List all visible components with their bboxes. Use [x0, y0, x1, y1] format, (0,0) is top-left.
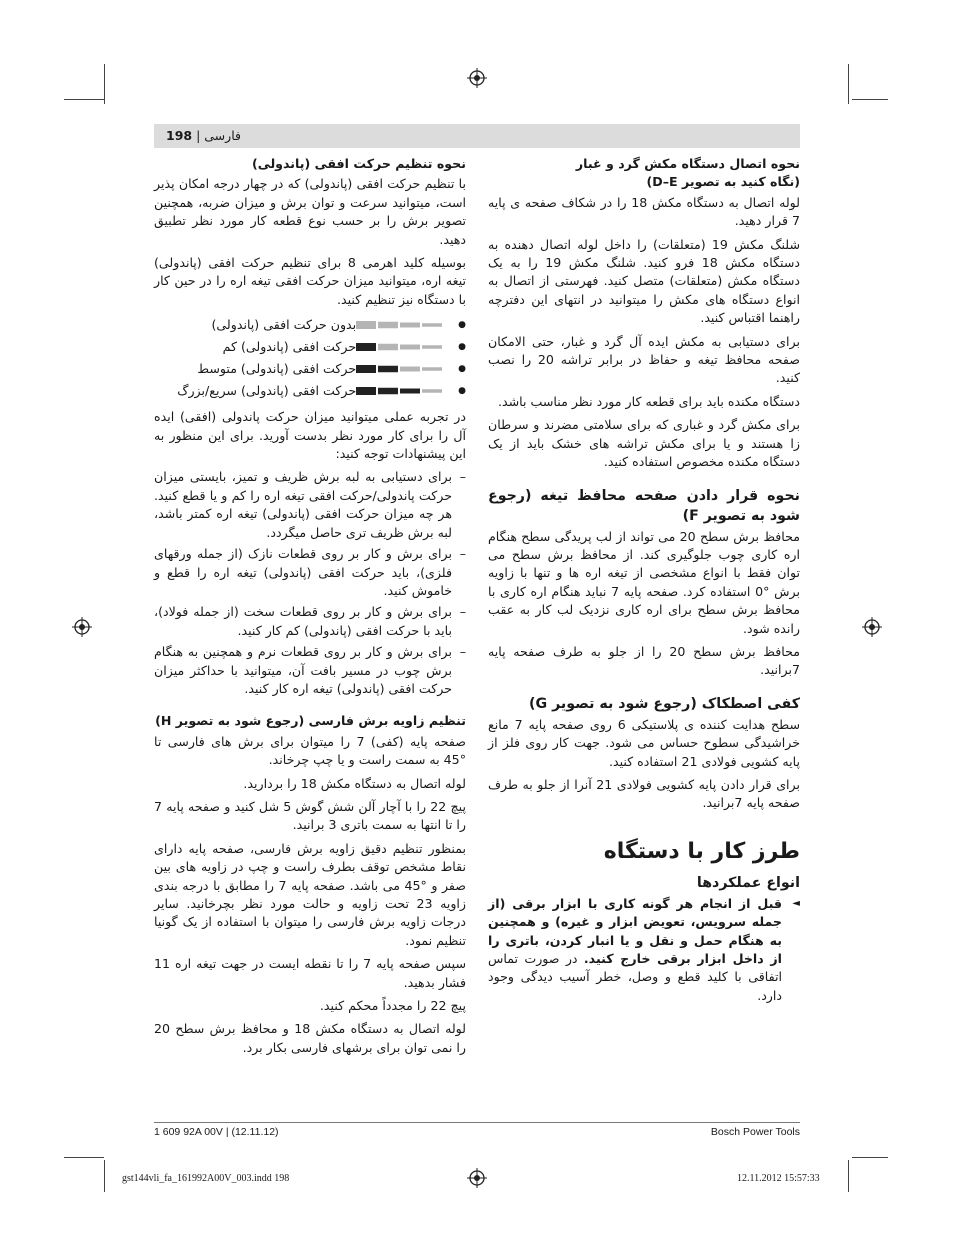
- list-item: – برای دستیابی به لبه برش ظریف و تمیز، بایستی میزان حرکت پاندولی/حرکت افقی تیغه اره را کم و یا قطع کنید. هر چه میزان حرکت افقی (پاندولی) تیغه اره کمتر باشد، لبه برش ظریف تری حاصل میگردد.: [154, 468, 466, 542]
- crop-mark: [64, 1157, 104, 1158]
- pendulum-segment: [378, 344, 398, 351]
- warning-bold-text: قبل از انجام هر گونه کاری با ابزار برقی (از جمله سرویس، تعویض ابزار و غیره) و همچنین به هنگام حمل و نقل و یا انبار کردن، باتری را از داخل ابزار برقی خارج کنید.: [488, 895, 782, 966]
- paragraph: برای قرار دادن پایه کشویی فولادی 21 آنرا از جلو به طرف صفحه پایه 7برانید.: [488, 776, 801, 811]
- bevel-heading: تنظیم زاویه برش فارسی (رجوع شود به تصویر H): [155, 713, 466, 729]
- paragraph: بمنظور تنظیم دقیق زاویه برش فارسی، صفحه پایه دارای نقاط مشخص توقف بطرف راست و چپ در زاویه های بین صفر و °45 می باشد. صفحه پایه 7 را مطابق با درجه بندی زاویه 23 تحت زاویه و حالت مورد نظر بچرخانید. سایر درجات زاویه برش فارسی را میتوان با استفاده از یک گونیا تنظیم نمود.: [154, 840, 466, 948]
- page-number: 198: [166, 128, 193, 143]
- pendulum-segment: [422, 390, 442, 394]
- pendulum-segment: [378, 388, 398, 395]
- paragraph: لوله اتصال به دستگاه مکش 18 را بردارید.: [243, 775, 466, 791]
- pendulum-level-2-icon: [356, 364, 444, 374]
- page-header: [154, 124, 800, 148]
- pendulum-segment: [356, 387, 376, 395]
- paragraph: صفحه پایه (کفی) 7 را میتوان برای برش های فارسی تا °45 به سمت راست و یا چپ چرخاند.: [154, 733, 466, 768]
- pendulum-segment: [378, 322, 398, 329]
- pendulum-segment: [356, 365, 376, 373]
- pendulum-level-item: [154, 314, 466, 336]
- crop-mark: [104, 1160, 105, 1192]
- pendulum-segment: [400, 367, 420, 372]
- footer-rule: [154, 1122, 800, 1123]
- paragraph: پیچ 22 را با آچار آلن شش گوش 5 شل کنید و صفحه پایه 7 را تا انتها به سمت باتری 3 برانید.: [154, 798, 466, 833]
- list-item: – برای برش و کار بر روی قطعات نازک (از جمله ورقهای فلزی)، باید حرکت افقی (پاندولی) تیغه اره را قطع و خاموش کنید.: [154, 545, 466, 600]
- pendulum-level-label: بدون حرکت افقی (پاندولی): [211, 317, 357, 333]
- chip-guard-heading: نحوه قرار دادن صفحه محافظ تیغه (رجوع شود به تصویر F): [488, 487, 800, 524]
- paragraph: سطح هدایت کننده ی پلاستیکی 6 روی صفحه پایه 7 مانع خراشیدگی سطوح حساس می شود. جهت کار روی فلز از پایه کشویی فولادی 21 استفاده کنید.: [488, 716, 801, 769]
- paragraph: برای دستیابی به مکش ایده آل گرد و غبار، حتی الامکان صفحه محافظ تیغه و حفاظ در برابر تراشه 20 را نصب کنید.: [488, 333, 800, 386]
- footer-doc-number: 1 609 92A 00V | (12.11.12): [154, 1126, 279, 1138]
- registration-mark-icon: [862, 617, 882, 637]
- registration-mark-icon: [72, 617, 92, 637]
- paragraph: پیچ 22 را مجدداً محکم کنید.: [319, 998, 466, 1014]
- level-dot-icon: ●: [458, 320, 466, 331]
- paragraph: در تجربه عملی میتوانید میزان حرکت پاندولی (افقی) ایده آل را برای کار مورد نظر بدست آورید. برای این منظور به این پیشنهادات توجه کنید:: [154, 409, 466, 462]
- pendulum-level-item: [154, 380, 466, 402]
- slug-file: gst144vli_fa_161992A00V_003.indd 198: [122, 1173, 290, 1184]
- pendulum-segment: [378, 366, 398, 373]
- crop-mark: [852, 99, 888, 100]
- paragraph: سپس صفحه پایه 7 را تا نقطه ایست در جهت تیغه اره 11 فشار بدهید.: [154, 956, 466, 990]
- paragraph: لوله اتصال به دستگاه مکش 18 و محافظ برش سطح 20 را نمی توان برای برشهای فارسی بکار برد.: [154, 1021, 466, 1055]
- pendulum-level-item: [154, 336, 466, 358]
- pendulum-segment: [422, 324, 442, 328]
- dust-extraction-heading: نحوه اتصال دستگاه مکش گرد و غبار (نگاه کنید به تصویر D–E): [575, 156, 800, 190]
- sliding-shoe-heading: کفی اصطکاک (رجوع شود به تصویر G): [529, 695, 800, 712]
- warning-triangle-icon: ◄: [792, 897, 800, 909]
- crop-mark: [848, 64, 849, 104]
- crop-mark: [848, 1160, 849, 1192]
- level-dot-icon: ●: [458, 386, 466, 397]
- pendulum-segment: [400, 389, 420, 394]
- operation-title: طرز کار با دستگاه: [603, 838, 800, 864]
- pendulum-heading: نحوه تنظیم حرکت افقی (پاندولی): [251, 156, 466, 171]
- paragraph: بوسیله کلید اهرمی 8 برای تنظیم حرکت افقی (پاندولی) تیغه اره، میتوانید میزان حرکت افقی تیغه اره را در حین کار با دستگاه نیز تنظیم کنید.: [154, 255, 466, 307]
- paragraph: دستگاه مکنده باید برای قطعه کار مورد نظر مناسب باشد.: [498, 393, 800, 409]
- registration-mark-icon: [467, 68, 487, 88]
- safety-warning: [488, 895, 800, 1005]
- registration-mark-icon: [467, 1168, 487, 1188]
- paragraph: لوله اتصال به دستگاه مکش 18 را در شکاف صفحه ی پایه 7 قرار دهید.: [488, 194, 800, 229]
- header-language: فارسی: [204, 128, 241, 143]
- paragraph: برای مکش گرد و غباری که برای سلامتی مضرند و سرطان زا هستند و یا برای مکش تراشه های خشک باید از یک دستگاه مکنده مخصوص استفاده کنید.: [488, 417, 800, 470]
- pendulum-level-1-icon: [356, 342, 444, 352]
- page-header-label: فارسی | 198: [166, 128, 241, 143]
- pendulum-level-item: [154, 358, 466, 380]
- slug-datetime: 12.11.2012 15:57:33: [737, 1173, 820, 1184]
- level-dot-icon: ●: [458, 364, 466, 375]
- list-item: – برای برش و کار بر روی قطعات سخت (از جمله فولاد)، باید با حرکت افقی (پاندولی) کم کار کنید.: [154, 603, 466, 640]
- right-column: [488, 155, 800, 1010]
- crop-mark: [64, 99, 104, 100]
- pendulum-tips: [154, 468, 466, 698]
- pendulum-segment: [422, 346, 442, 350]
- pendulum-levels: [154, 314, 466, 402]
- pendulum-segment: [400, 323, 420, 328]
- warning-text: در صورت تماس اتفاقی با کلید قطع و وصل، خطر آسیب دیدگی وجود دارد.: [488, 951, 782, 1003]
- footer-brand: Bosch Power Tools: [710, 1126, 800, 1138]
- pendulum-level-0-icon: [356, 320, 444, 330]
- left-column: [154, 155, 466, 1062]
- pendulum-segment: [356, 343, 376, 351]
- paragraph: شلنگ مکش 19 (متعلقات) را داخل لوله اتصال دهنده به دستگاه مکش 18 فرو کنید. شلنگ مکش 19 را به یک دستگاه مکش (متعلقات) متصل کنید. فهرستی از اتصال به انواع دستگاه های مکش را میتوانید در انتهای این دفترچه راهنما اقتباس کنید.: [488, 236, 800, 326]
- pendulum-level-label: حرکت افقی (پاندولی) کم: [222, 339, 357, 355]
- pendulum-segment: [422, 368, 442, 372]
- paragraph: با تنظیم حرکت افقی (پاندولی) که در چهار درجه امکان پذیر است، میتوانید سرعت و توان برش و میزان ضربه، همچنین تصویر برش را بر حسب نوع قطعه کار مورد نظر تطبیق دهید.: [154, 176, 466, 247]
- paragraph: محافظ برش سطح 20 را از جلو به طرف صفحه پایه 7برانید.: [488, 643, 800, 678]
- pendulum-level-label: حرکت افقی (پاندولی) متوسط: [197, 361, 357, 377]
- pendulum-segment: [356, 321, 376, 329]
- crop-mark: [104, 64, 105, 104]
- pendulum-level-label: حرکت افقی (پاندولی) سریع/بزرگ: [177, 383, 357, 399]
- operating-modes-heading: انواع عملکردها: [696, 874, 800, 891]
- level-dot-icon: ●: [458, 342, 466, 353]
- list-item: – برای برش و کار بر روی قطعات نرم و همچنین به هنگام برش چوب در مسیر بافت آن، میتوانید با حداکثر میزان حرکت افقی (پاندولی) تیغه اره کار کنید.: [154, 643, 466, 698]
- pendulum-level-3-icon: [356, 386, 444, 396]
- pendulum-segment: [400, 345, 420, 350]
- crop-mark: [852, 1157, 888, 1158]
- paragraph: محافظ برش سطح 20 می تواند از لب پریدگی سطح هنگام اره کاری چوب جلوگیری کند. از محافظ برش سطح می توان فقط با انواع مشخصی از تیغه اره ها و تنها با زاویه برش °0 استفاده کرد. صفحه پایه 7 نباید هنگام اره کاری با محافظ برش سطح برای اره کاری نزدیک لب کار به عقب رانده شود.: [488, 528, 800, 636]
